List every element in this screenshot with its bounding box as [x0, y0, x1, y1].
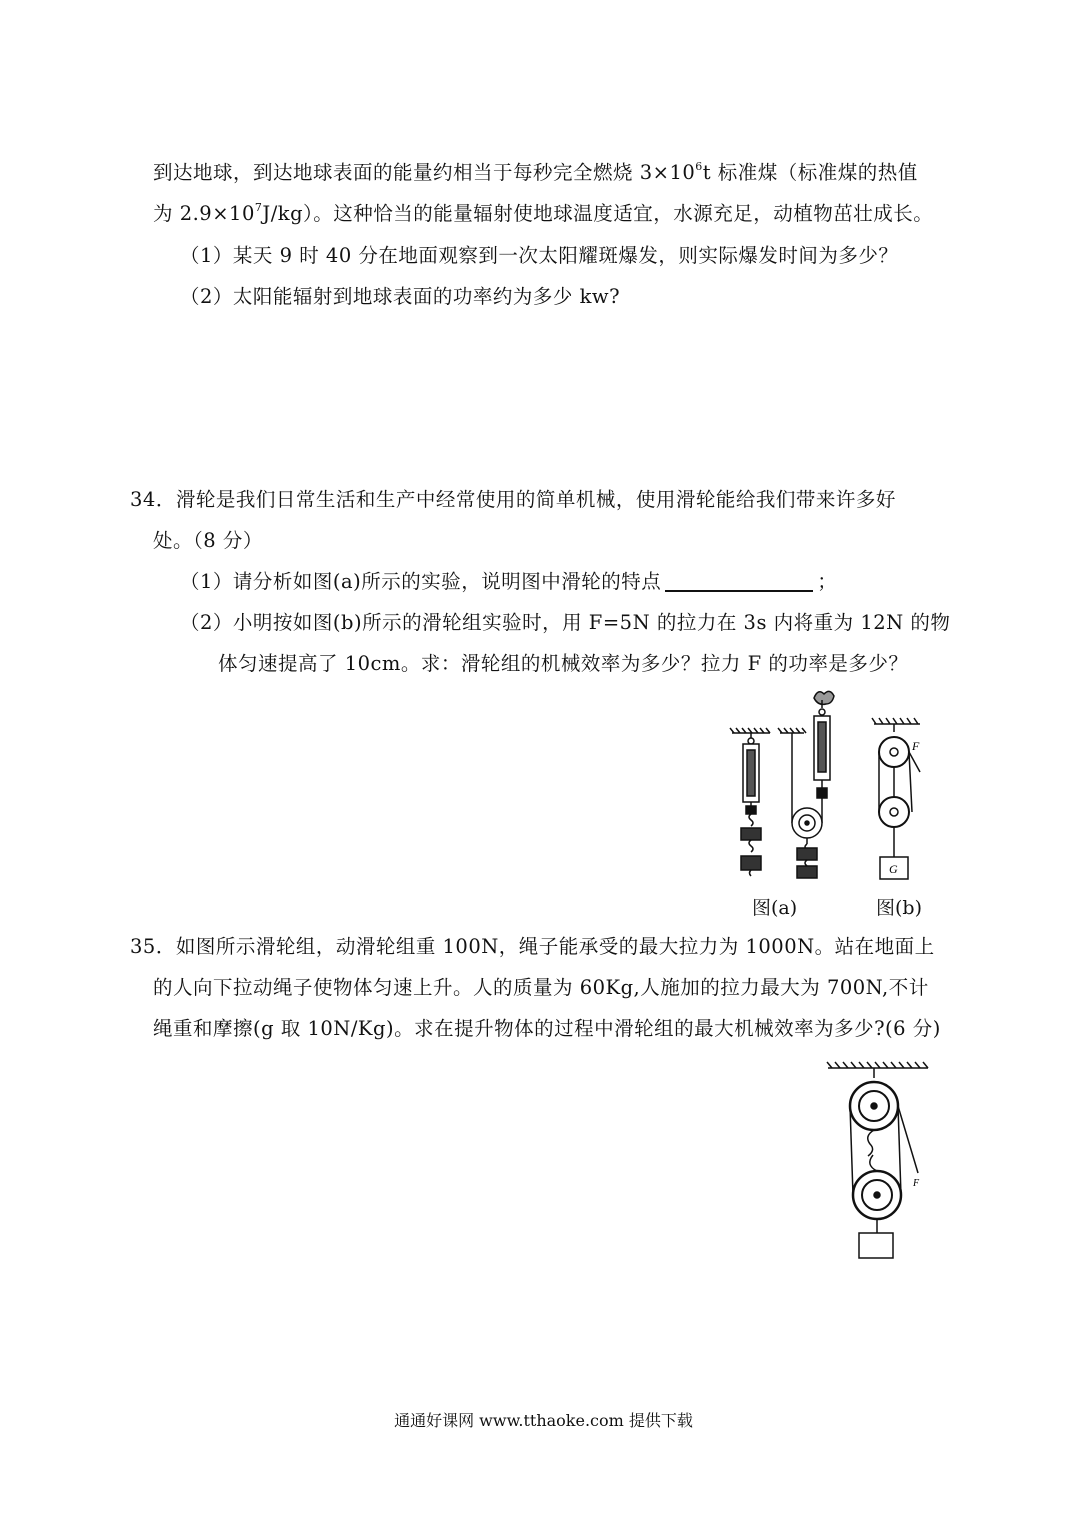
page-footer: 通通好课网 www.tthaoke.com 提供下载 — [394, 1411, 693, 1430]
figure-b-caption: 图(b) — [876, 897, 922, 919]
q34-line-1: 34．滑轮是我们日常生活和生产中经常使用的简单机械，使用滑轮能给我们带来许多好 — [130, 488, 896, 511]
q34-sub-2-line-1: （2）小明按如图(b)所示的滑轮组实验时，用 F=5N 的拉力在 3s 内将重为 12N 的物 — [180, 611, 951, 634]
q35-pulley-diagram — [822, 1058, 937, 1263]
top-question-2: （2）太阳能辐射到地球表面的功率约为多少 kw? — [180, 285, 621, 308]
figure-a-diagram — [722, 688, 852, 888]
q35-line-1: 35．如图所示滑轮组，动滑轮组重 100N，绳子能承受的最大拉力为 1000N。站在地面上 — [130, 935, 935, 958]
q35-force-label: F — [913, 1178, 920, 1189]
figure-b-weight-label: G — [889, 862, 898, 876]
top-question-1: （1）某天 9 时 40 分在地面观察到一次太阳耀斑爆发，则实际爆发时间为多少？ — [180, 244, 899, 267]
figure-b-force-label: F — [912, 739, 920, 753]
top-line-1: 到达地球，到达地球表面的能量约相当于每秒完全燃烧 $3\times 10^6t$ 标准煤（标准煤的热值 — [153, 160, 918, 184]
figure-b-diagram — [868, 712, 928, 887]
q34-line-2: 处。（8 分） — [153, 529, 263, 552]
top-line-2: 为 $2.9\times 10^7J/kg$）。这种恰当的能量辐射使地球温度适宜，水源充足，动植物茁壮成长。 — [153, 201, 934, 225]
q34-sub-2-line-2: 体匀速提高了 10cm。求：滑轮组的机械效率为多少？拉力 F 的功率是多少？ — [218, 652, 909, 675]
figure-a-caption: 图(a) — [752, 897, 798, 919]
q35-line-3: 绳重和摩擦(g 取 10N/Kg)。求在提升物体的过程中滑轮组的最大机械效率为多少?(6 分) — [153, 1017, 941, 1040]
q34-sub-1: （1）请分析如图(a)所示的实验，说明图中滑轮的特点 ； — [180, 570, 838, 593]
q35-line-2: 的人向下拉动绳子使物体匀速上升。人的质量为 60Kg,人施加的拉力最大为 700N,不计 — [153, 976, 929, 999]
answer-blank[interactable] — [665, 568, 813, 592]
